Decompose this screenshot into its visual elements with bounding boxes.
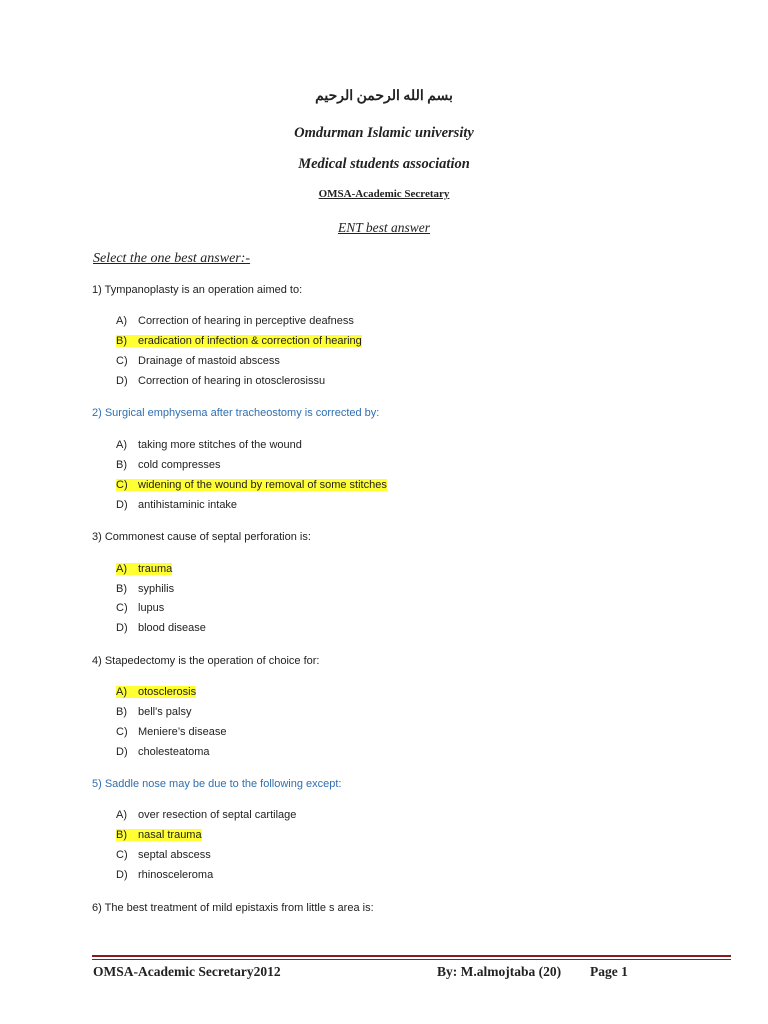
university-title: Omdurman Islamic university <box>294 125 474 141</box>
option-text: blood disease <box>138 622 206 634</box>
option-letter: D) <box>116 869 128 881</box>
option-letter: C) <box>116 849 128 861</box>
secretary-heading <box>0 188 768 200</box>
footer-author: By: M.almojtaba (20) <box>437 964 562 979</box>
option-text: taking more stitches of the wound <box>138 439 302 451</box>
q4-option-d <box>116 746 210 758</box>
q5-option-c <box>116 849 211 861</box>
option-letter: C) <box>116 355 128 367</box>
option-letter: B) <box>116 459 127 471</box>
q5-option-d <box>116 869 213 881</box>
q3-option-d <box>116 622 206 634</box>
option-letter: A) <box>116 315 127 327</box>
footer-rule-thick <box>92 955 731 957</box>
q4-option-c <box>116 726 226 738</box>
option-letter: D) <box>116 499 128 511</box>
option-letter: D) <box>116 746 128 758</box>
option-letter: D) <box>116 622 128 634</box>
option-letter: A) <box>116 686 127 698</box>
answer-highlight <box>116 686 196 698</box>
q1-option-b <box>116 335 362 347</box>
footer-rule-thin <box>92 959 731 960</box>
option-text: widening of the wound by removal of some stitches <box>138 479 387 491</box>
q4-option-a <box>116 686 196 698</box>
option-text: Meniere’s disease <box>138 726 227 738</box>
option-text: cold compresses <box>138 459 221 471</box>
q1-option-c <box>116 355 280 367</box>
q3-option-c <box>116 602 164 614</box>
footer-left-text: OMSA-Academic Secretary2012 <box>93 964 281 979</box>
q3-option-a <box>116 563 172 575</box>
q5-option-a <box>116 809 296 821</box>
q3-option-b <box>116 583 174 595</box>
answer-highlight <box>116 479 387 491</box>
option-text: over resection of septal cartilage <box>138 809 297 821</box>
option-letter: B) <box>116 829 127 841</box>
option-letter: B) <box>116 706 127 718</box>
q2-option-c <box>116 479 387 491</box>
option-text: cholesteatoma <box>138 746 210 758</box>
q2-option-d <box>116 499 237 511</box>
option-text: Correction of hearing in otosclerosissu <box>138 375 326 387</box>
option-text: antihistaminic intake <box>138 499 238 511</box>
option-text: rhinosceleroma <box>138 869 214 881</box>
option-text: Drainage of mastoid abscess <box>138 355 280 367</box>
option-letter: A) <box>116 563 127 575</box>
option-letter: C) <box>116 602 128 614</box>
answer-highlight <box>116 335 362 347</box>
option-text: septal abscess <box>138 849 211 861</box>
option-letter: C) <box>116 479 128 491</box>
q2-option-b <box>116 459 221 471</box>
option-letter: A) <box>116 809 127 821</box>
basmala-heading: بسم الله الرحمن الرحيم <box>315 89 453 104</box>
page-number: Page 1 <box>590 964 628 979</box>
subject-text: ENT best answer <box>337 220 430 235</box>
option-text: eradication of infection & correction of hearing <box>138 335 362 347</box>
question-3: 3) Commonest cause of septal perforation is: <box>92 531 311 543</box>
q1-option-d <box>116 375 325 387</box>
option-text: bell's palsy <box>138 706 192 718</box>
option-letter: B) <box>116 335 127 347</box>
option-text: otosclerosis <box>138 686 197 698</box>
question-4: 4) Stapedectomy is the operation of choice for: <box>92 655 320 667</box>
association-title: Medical students association <box>298 156 470 172</box>
q1-option-a <box>116 315 354 327</box>
option-text: Correction of hearing in perceptive deafness <box>138 315 354 327</box>
q2-option-a <box>116 439 302 451</box>
answer-highlight <box>116 563 172 575</box>
option-letter: D) <box>116 375 128 387</box>
option-text: trauma <box>138 563 173 575</box>
instruction-text: Select the one best answer:- <box>93 251 251 266</box>
question-2: 2) Surgical emphysema after tracheostomy is corrected by: <box>92 407 380 419</box>
answer-highlight <box>116 829 202 841</box>
question-1: 1) Tympanoplasty is an operation aimed to: <box>92 284 303 296</box>
option-letter: C) <box>116 726 128 738</box>
option-text: syphilis <box>138 583 175 595</box>
question-6: 6) The best treatment of mild epistaxis from little s area is: <box>92 902 374 914</box>
option-letter: B) <box>116 583 127 595</box>
option-text: lupus <box>138 602 165 614</box>
question-5: 5) Saddle nose may be due to the following except: <box>92 778 342 790</box>
q4-option-b <box>116 706 191 718</box>
subject-heading <box>0 220 768 236</box>
q5-option-b <box>116 829 202 841</box>
option-letter: A) <box>116 439 127 451</box>
secretary-text: OMSA-Academic Secretary <box>318 188 450 200</box>
option-text: nasal trauma <box>138 829 202 841</box>
